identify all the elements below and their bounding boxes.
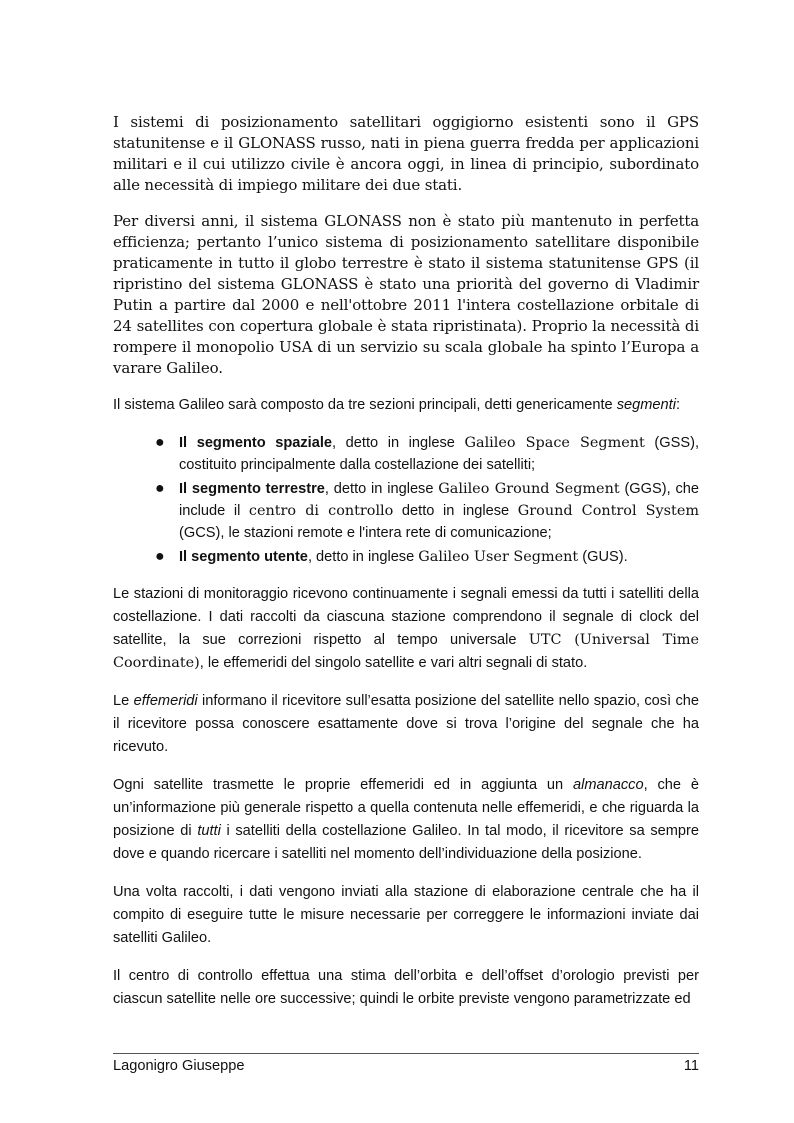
almanac-italic: almanacco bbox=[573, 777, 644, 793]
list-item-title: Il segmento terrestre bbox=[179, 481, 325, 497]
utc-term: UTC (Universal Time Coordinate) bbox=[113, 632, 699, 671]
segments-colon: : bbox=[675, 397, 681, 413]
list-item-title: Il segmento spaziale bbox=[179, 435, 333, 451]
list-item-text: , detto in inglese bbox=[307, 549, 419, 565]
paragraph-text: , che è un’informazione più generale rispetto a quella contenuta nelle effemeridi, e che riguarda la posizione di bbox=[113, 777, 699, 839]
bullet-icon: ● bbox=[155, 480, 165, 497]
paragraph-ephemeris bbox=[113, 690, 699, 759]
list-item-term: Galileo Ground Segment bbox=[438, 481, 620, 497]
paragraph-text: i satelliti della costellazione Galileo. In tal modo, il ricevitore sa sempre dove e quando ricercare i satelliti nel momento dell’individuazione della posizione. bbox=[113, 823, 699, 862]
list-item-term: centro di controllo bbox=[248, 503, 394, 519]
paragraph-segments-intro bbox=[113, 394, 699, 417]
paragraph-control-center: Il centro di controllo effettua una stima dell’orbita e dell’offset d’orologio previsti per ciascun satellite nelle ore successive; quindi le orbite previste vengono parametrizzate ed bbox=[113, 968, 699, 1007]
list-item-term: Galileo Space Segment bbox=[464, 435, 645, 451]
list-item-text: (GSS), costituito principalmente dalla costellazione dei satelliti; bbox=[179, 435, 699, 473]
list-item-text: detto in inglese bbox=[393, 503, 518, 519]
all-italic: tutti bbox=[197, 823, 221, 839]
list-item-text: (GCS), le stazioni remote e l'intera rete di comunicazione; bbox=[179, 525, 552, 541]
paragraph-intro: I sistemi di posizionamento satellitari oggigiorno esistenti sono il GPS statunitense e il GLONASS russo, nati in piena guerra fredda per applicazioni militari e il cui utilizzo civile è ancora oggi, in linea di principio, subordinato alle necessità di impiego militare dei due stati. bbox=[113, 113, 699, 194]
bullet-icon: ● bbox=[155, 434, 165, 451]
paragraph-glonass: Per diversi anni, il sistema GLONASS non è stato più mantenuto in perfetta efficienza; pertanto l’unico sistema di posizionamento satellitare disponibile praticamente in tutto il globo terrestre è stato il sistema statunitense GPS (il ripristino del sistema GLONASS è stato una priorità del governo di Vladimir Putin a partire dal 2000 e nell'ottobre 2011 l'intera costellazione orbitale di 24 satellites con copertura globale è stata ripristinata). Proprio la necessità di rompere il monopolio USA di un servizio su scala globale ha spinto l’Europa a varare Galileo. bbox=[113, 212, 699, 377]
paragraph-text: , le effemeridi del singolo satellite e vari altri segnali di stato. bbox=[199, 655, 588, 671]
footer-page-number: 11 bbox=[683, 1058, 699, 1074]
paragraph-text: Ogni satellite trasmette le proprie effemeridi ed in aggiunta un bbox=[113, 777, 574, 793]
bullet-icon: ● bbox=[155, 548, 165, 565]
list-item-term: Ground Control System bbox=[517, 503, 699, 519]
list-item-text: (GUS). bbox=[578, 549, 628, 565]
paragraph-text: Le stazioni di monitoraggio ricevono continuamente i segnali emessi da tutti i satelliti della costellazione. I dati raccolti da ciascuna stazione comprendono il segnale di clock del satellite, la sue correzioni rispetto al tempo universale bbox=[113, 586, 699, 648]
list-item-text: , detto in inglese bbox=[332, 435, 465, 451]
list-item-space-segment bbox=[155, 432, 699, 476]
list-item-ground-segment bbox=[155, 478, 699, 544]
paragraph-almanac bbox=[113, 774, 699, 866]
paragraph-text: informano il ricevitore sull’esatta posizione del satellite nello spazio, così che il ricevitore possa conoscere esattamente dove si trova l’origine del segnale che ha ricevuto. bbox=[113, 693, 699, 755]
segments-italic: segmenti bbox=[616, 397, 676, 413]
list-item-user-segment bbox=[155, 546, 699, 568]
paragraph-processing: Una volta raccolti, i dati vengono inviati alla stazione di elaborazione centrale che ha il compito di eseguire tutte le misure necessarie per correggere le informazioni inviate dai satelliti Galileo. bbox=[113, 884, 699, 946]
paragraph-monitoring bbox=[113, 583, 699, 675]
ephemeris-italic: effemeridi bbox=[133, 693, 198, 709]
segments-intro-text: Il sistema Galileo sarà composto da tre sezioni principali, detti genericamente bbox=[113, 397, 617, 413]
segments-list bbox=[113, 432, 699, 568]
list-item-title: Il segmento utente bbox=[179, 549, 308, 565]
document-body bbox=[113, 112, 699, 1026]
paragraph-text: Le bbox=[113, 693, 134, 709]
list-item-term: Galileo User Segment bbox=[418, 549, 579, 565]
footer-author: Lagonigro Giuseppe bbox=[113, 1058, 245, 1074]
page-footer bbox=[113, 1053, 699, 1074]
list-item-text: , detto in inglese bbox=[324, 481, 439, 497]
list-item-text: (GGS), che include il bbox=[179, 481, 699, 519]
